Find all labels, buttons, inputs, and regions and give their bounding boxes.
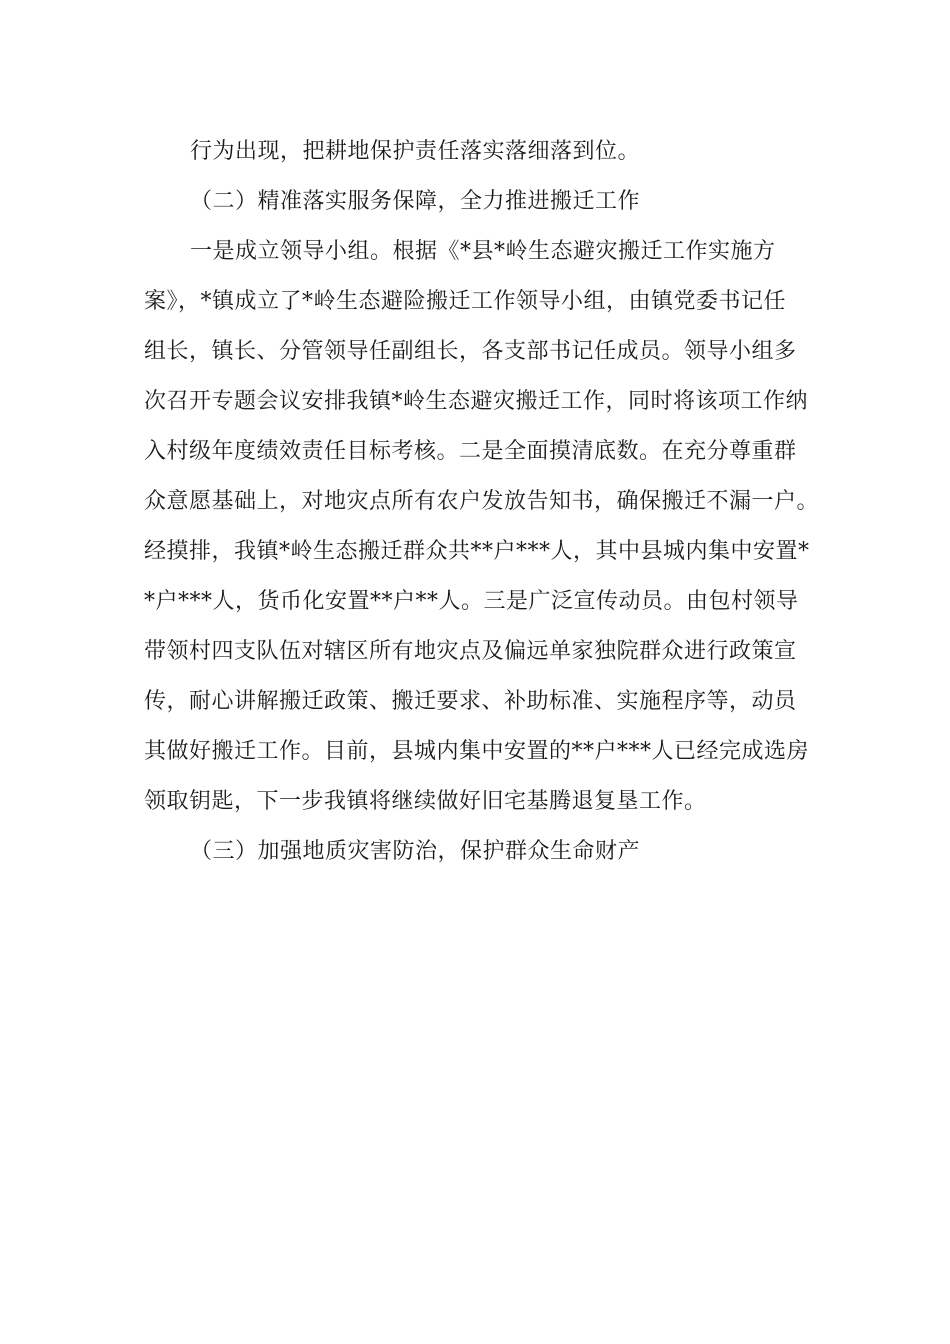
paragraph-line: 领取钥匙，下一步我镇将继续做好旧宅基腾退复垦工作。 <box>144 789 707 814</box>
paragraph-line: *户***人，货币化安置**户**人。三是广泛宣传动员。由包村领导 <box>144 589 799 614</box>
paragraph-line: 一是成立领导小组。根据《*县*岭生态避灾搬迁工作实施方 <box>190 239 776 264</box>
paragraph-line: 案》，*镇成立了*岭生态避险搬迁工作领导小组，由镇党委书记任 <box>144 289 787 314</box>
paragraph-line: 经摸排，我镇*岭生态搬迁群众共**户***人，其中县城内集中安置* <box>144 539 810 564</box>
paragraph-line: 其做好搬迁工作。目前，县城内集中安置的**户***人已经完成选房 <box>144 739 810 764</box>
paragraph-line: 带领村四支队伍对辖区所有地灾点及偏远单家独院群众进行政策宣 <box>144 639 797 664</box>
paragraph-line: 众意愿基础上，对地灾点所有农户发放告知书，确保搬迁不漏一户。 <box>144 489 820 514</box>
paragraph-line: 传，耐心讲解搬迁政策、搬迁要求、补助标准、实施程序等，动员 <box>144 689 797 714</box>
section-heading: （二）精准落实服务保障，全力推进搬迁工作 <box>190 189 641 214</box>
paragraph-line: 入村级年度绩效责任目标考核。二是全面摸清底数。在充分尊重群 <box>144 439 797 464</box>
paragraph-line: 次召开专题会议安排我镇*岭生态避灾搬迁工作，同时将该项工作纳 <box>144 389 809 414</box>
section-heading: （三）加强地质灾害防治，保护群众生命财产 <box>190 839 641 864</box>
paragraph-line: 行为出现，把耕地保护责任落实落细落到位。 <box>190 139 641 164</box>
paragraph-line: 组长，镇长、分管领导任副组长，各支部书记任成员。领导小组多 <box>144 339 797 364</box>
